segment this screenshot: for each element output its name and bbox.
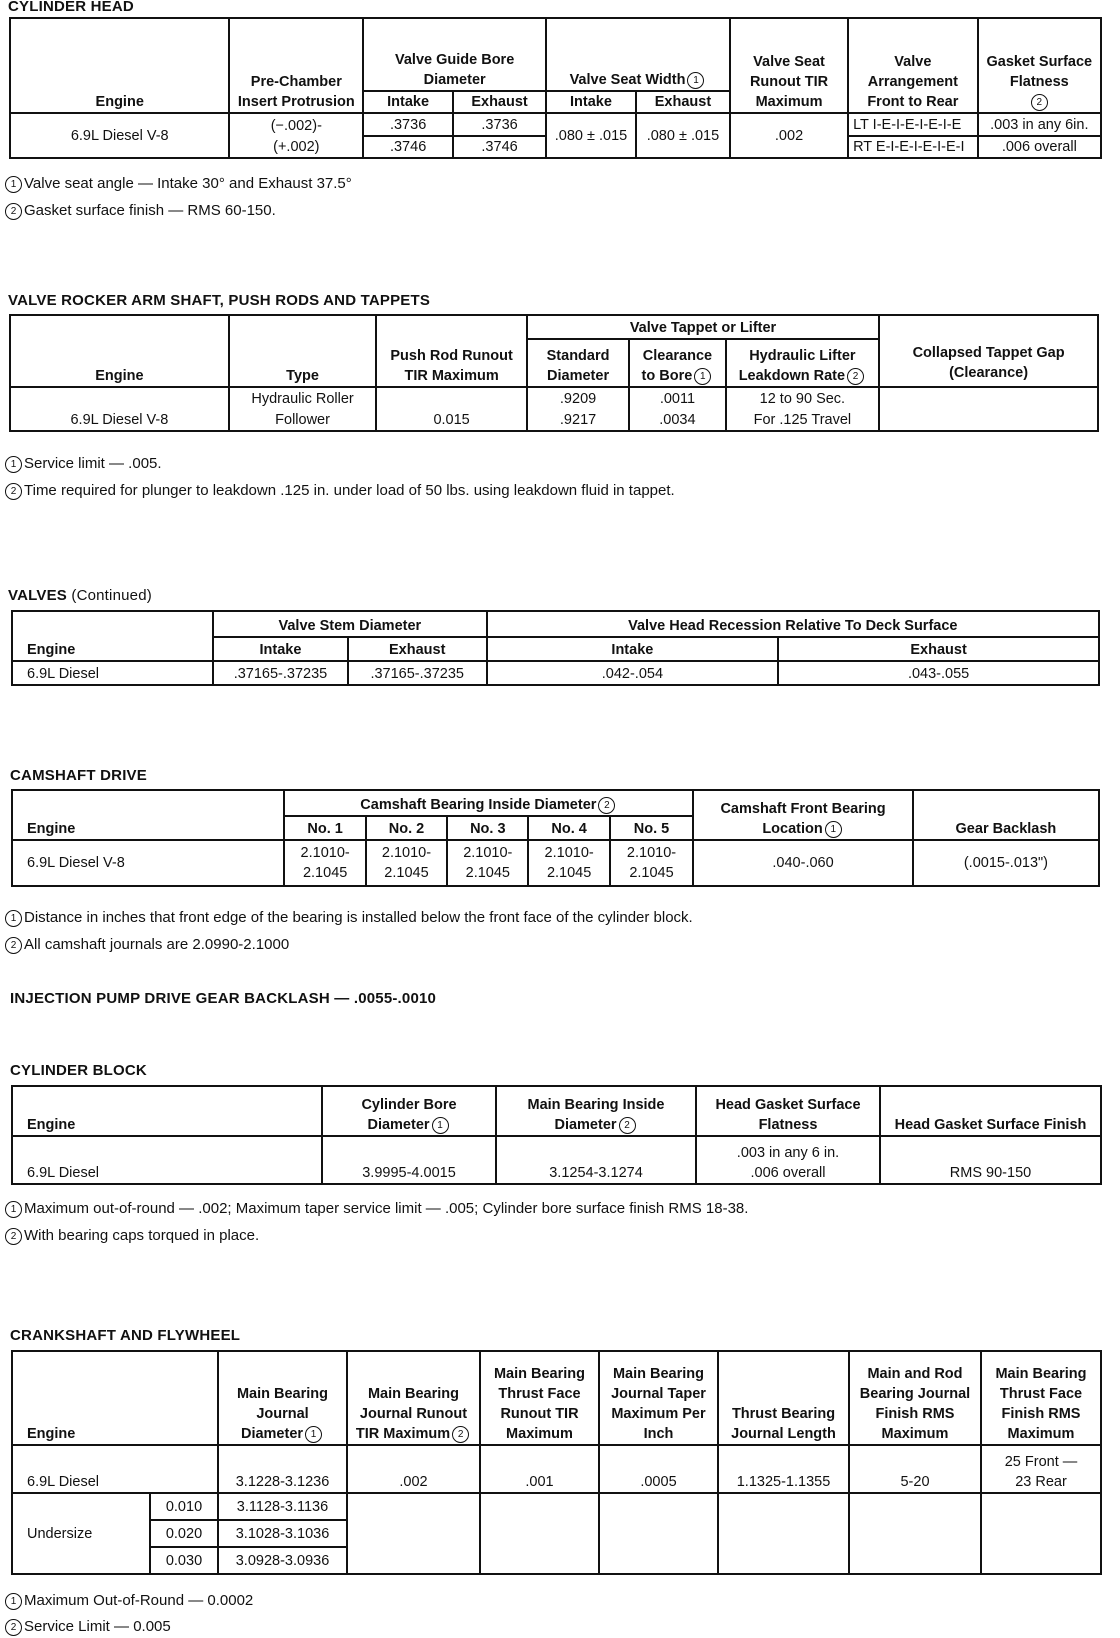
journal-finish-value: 5-20 — [849, 1445, 981, 1493]
gap-value — [879, 387, 1098, 431]
prechamber-value: (−.002)- — [229, 113, 363, 136]
footnote-mark: 2 — [1031, 94, 1048, 111]
clearance-value: .0034 — [629, 409, 725, 431]
valves-table — [11, 610, 1100, 686]
type-value: Hydraulic Roller — [229, 387, 377, 409]
header-type: Type — [229, 315, 377, 387]
gear-backlash-value: (.0015-.013") — [913, 840, 1099, 886]
engine-cell — [10, 387, 229, 409]
block-title: CYLINDER BLOCK — [10, 1062, 147, 1079]
engine-cell: 6.9L Diesel — [12, 1445, 218, 1493]
recession-exhaust-value: .043-.055 — [778, 661, 1099, 685]
header-journal-finish: Main and Rod Bearing Journal Finish RMS Maximum — [849, 1351, 981, 1445]
arrangement-rt: RT E-I-E-I-E-I-E-I — [848, 136, 978, 158]
header-collapsed-gap: Collapsed Tappet Gap (Clearance) — [879, 315, 1098, 387]
header-intake: Intake — [213, 637, 348, 661]
header-seat-width: Valve Seat Width 1 — [546, 18, 730, 91]
thrust-runout-value: .001 — [480, 1445, 599, 1493]
header-std-diameter: Standard Diameter — [527, 339, 629, 387]
engine-cell: 6.9L Diesel V-8 — [12, 840, 284, 886]
bearing-1-value: 2.1010- 2.1045 — [284, 840, 365, 886]
header-taper: Main Bearing Journal Taper Maximum Per Inch — [599, 1351, 718, 1445]
footnote: 2 With bearing caps torqued in place. — [3, 1227, 259, 1245]
prechamber-value: (+.002) — [229, 136, 363, 158]
hydraulic-value: 12 to 90 Sec. — [726, 387, 880, 409]
footnote: 2 Time required for plunger to leakdown .125 in. under load of 50 lbs. using leakdown fluid in tappet. — [3, 482, 675, 500]
header-clearance: Clearance to Bore 1 — [629, 339, 725, 387]
header-stem-diameter: Valve Stem Diameter — [213, 611, 487, 637]
header-seat-exhaust: Exhaust — [636, 91, 730, 113]
header-guide-exhaust: Exhaust — [453, 91, 546, 113]
bearing-3-value: 2.1010- 2.1045 — [447, 840, 528, 886]
guide-intake-value: .3746 — [363, 136, 453, 158]
header-no-3: No. 3 — [447, 816, 528, 840]
arrangement-lt: LT I-E-I-E-I-E-I-E — [848, 113, 978, 136]
rocker-title: VALVE ROCKER ARM SHAFT, PUSH RODS AND TAPPETS — [8, 292, 431, 309]
engine-cell: 6.9L Diesel V-8 — [10, 113, 229, 158]
undersize-diameter: 3.1128-3.1136 — [218, 1493, 347, 1520]
header-arrangement: Valve Arrangement Front to Rear — [848, 18, 978, 113]
undersize-size: 0.030 — [150, 1547, 218, 1574]
undersize-label: Undersize — [12, 1493, 150, 1574]
clearance-value: .0011 — [629, 387, 725, 409]
header-recession: Valve Head Recession Relative To Deck Surface — [487, 611, 1099, 637]
header-tappet: Valve Tappet or Lifter — [527, 315, 879, 339]
header-no-2: No. 2 — [366, 816, 447, 840]
crank-table — [11, 1350, 1102, 1575]
header-front-bearing: Camshaft Front Bearing Location 1 — [693, 790, 913, 840]
block-table — [11, 1085, 1102, 1185]
std-value: .9209 — [527, 387, 629, 409]
footnote: 1 Distance in inches that front edge of the bearing is installed below the front face of the cylinder block. — [3, 909, 693, 927]
undersize-diameter: 3.1028-3.1036 — [218, 1520, 347, 1547]
hydraulic-value: For .125 Travel — [726, 409, 880, 431]
crank-title: CRANKSHAFT AND FLYWHEEL — [10, 1327, 241, 1344]
cylinder-head-table — [9, 17, 1102, 159]
runout-value: .002 — [347, 1445, 480, 1493]
stem-intake-value: .37165-.37235 — [213, 661, 348, 685]
thrust-length-value: 1.1325-1.1355 — [718, 1445, 849, 1493]
header-gear-backlash: Gear Backlash — [913, 790, 1099, 840]
undersize-size: 0.020 — [150, 1520, 218, 1547]
header-guide-bore: Valve Guide Bore Diameter — [363, 18, 546, 91]
undersize-diameter: 3.0928-3.0936 — [218, 1547, 347, 1574]
footnote: 2 Gasket surface finish — RMS 60-150. — [3, 202, 276, 220]
seat-intake-value: .080 ± .015 — [546, 113, 636, 158]
header-exhaust: Exhaust — [348, 637, 487, 661]
camshaft-table — [11, 789, 1100, 887]
injection-title: INJECTION PUMP DRIVE GEAR BACKLASH — .0055-.0010 — [10, 990, 437, 1007]
header-seat-intake: Intake — [546, 91, 636, 113]
header-flatness: Head Gasket Surface Flatness — [696, 1086, 880, 1136]
stem-exhaust-value: .37165-.37235 — [348, 661, 487, 685]
footnote: 1 Maximum Out-of-Round — 0.0002 — [3, 1592, 253, 1610]
seat-exhaust-value: .080 ± .015 — [636, 113, 730, 158]
bearing-4-value: 2.1010- 2.1045 — [528, 840, 609, 886]
header-engine: Engine — [12, 611, 213, 661]
header-no-4: No. 4 — [528, 816, 609, 840]
guide-exhaust-value: .3746 — [453, 136, 546, 158]
pushrod-value: 0.015 — [376, 409, 527, 431]
header-thrust-length: Thrust Bearing Journal Length — [718, 1351, 849, 1445]
header-journal: Main Bearing Journal Diameter 1 — [218, 1351, 347, 1445]
main-bearing-value: 3.1254-3.1274 — [496, 1136, 696, 1184]
header-seat-runout: Valve Seat Runout TIR Maximum — [730, 18, 848, 113]
finish-value: RMS 90-150 — [880, 1136, 1101, 1184]
header-gasket-flatness: Gasket Surface Flatness 2 — [978, 18, 1101, 113]
header-intake: Intake — [487, 637, 779, 661]
front-bearing-value: .040-.060 — [693, 840, 913, 886]
footnote: 1 Service limit — .005. — [3, 455, 162, 473]
footnote: 1 Maximum out-of-round — .002; Maximum taper service limit — .005; Cylinder bore surface finish RMS 18-38. — [3, 1200, 748, 1218]
guide-exhaust-value: .3736 — [453, 113, 546, 136]
undersize-size: 0.010 — [150, 1493, 218, 1520]
header-no-5: No. 5 — [610, 816, 693, 840]
bearing-5-value: 2.1010- 2.1045 — [610, 840, 693, 886]
rocker-table — [9, 314, 1099, 432]
gasket-value: .006 overall — [978, 136, 1101, 158]
camshaft-title: CAMSHAFT DRIVE — [10, 767, 147, 784]
header-pushrod: Push Rod Runout TIR Maximum — [376, 315, 527, 387]
bearing-2-value: 2.1010- 2.1045 — [366, 840, 447, 886]
engine-cell: 6.9L Diesel — [12, 661, 213, 685]
type-value: Follower — [229, 409, 377, 431]
header-thrust-finish: Main Bearing Thrust Face Finish RMS Maximum — [981, 1351, 1101, 1445]
cylinder-head-title: CYLINDER HEAD — [8, 0, 134, 15]
header-engine: Engine — [12, 1351, 218, 1445]
header-engine: Engine — [12, 1086, 322, 1136]
header-bearing-diameter: Camshaft Bearing Inside Diameter 2 — [284, 790, 693, 816]
header-runout: Main Bearing Journal Runout TIR Maximum 2 — [347, 1351, 480, 1445]
header-finish: Head Gasket Surface Finish — [880, 1086, 1101, 1136]
bore-value: 3.9995-4.0015 — [322, 1136, 496, 1184]
gasket-value: .003 in any 6in. — [978, 113, 1101, 136]
engine-cell: 6.9L Diesel — [12, 1136, 322, 1184]
guide-intake-value: .3736 — [363, 113, 453, 136]
header-engine: Engine — [12, 790, 284, 840]
header-bore: Cylinder Bore Diameter 1 — [322, 1086, 496, 1136]
header-hydraulic: Hydraulic Lifter Leakdown Rate 2 — [726, 339, 880, 387]
header-no-1: No. 1 — [284, 816, 365, 840]
recession-intake-value: .042-.054 — [487, 661, 779, 685]
footnote-mark: 1 — [687, 72, 704, 89]
std-value: .9217 — [527, 409, 629, 431]
header-engine: Engine — [10, 18, 229, 113]
pushrod-value — [376, 387, 527, 409]
taper-value: .0005 — [599, 1445, 718, 1493]
header-main-bearing: Main Bearing Inside Diameter 2 — [496, 1086, 696, 1136]
footnote: 2 Service Limit — 0.005 — [3, 1618, 171, 1636]
header-guide-intake: Intake — [363, 91, 453, 113]
header-prechamber: Pre-Chamber Insert Protrusion — [229, 18, 363, 113]
valves-title: VALVES (Continued) — [8, 587, 152, 604]
thrust-finish-value: 25 Front — 23 Rear — [981, 1445, 1101, 1493]
runout-value: .002 — [730, 113, 848, 158]
footnote: 1 Valve seat angle — Intake 30° and Exhaust 37.5° — [3, 175, 352, 193]
flatness-value: .003 in any 6 in. .006 overall — [696, 1136, 880, 1184]
engine-cell: 6.9L Diesel V-8 — [10, 409, 229, 431]
journal-value: 3.1228-3.1236 — [218, 1445, 347, 1493]
footnote: 2 All camshaft journals are 2.0990-2.1000 — [3, 936, 289, 954]
header-thrust-runout: Main Bearing Thrust Face Runout TIR Maximum — [480, 1351, 599, 1445]
header-exhaust: Exhaust — [778, 637, 1099, 661]
header-engine: Engine — [10, 315, 229, 387]
